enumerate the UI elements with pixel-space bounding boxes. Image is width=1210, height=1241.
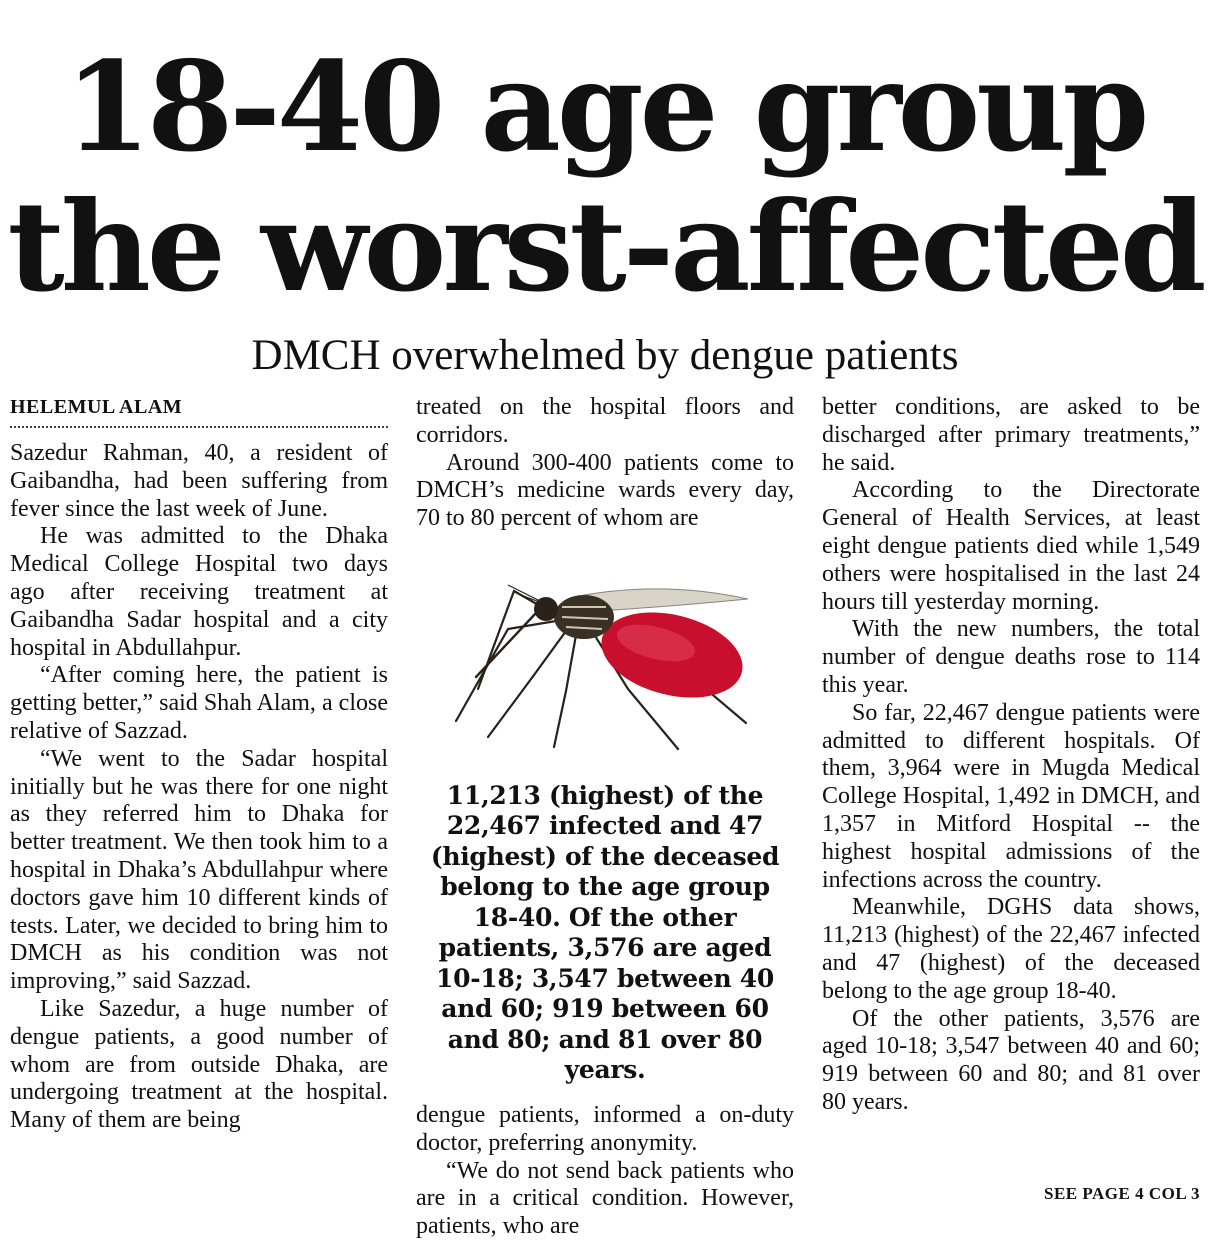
paragraph: better conditions, are asked to be discharged after primary treatments,” he said. [822,394,1200,476]
headline-line-2: the worst-affected [7,175,1203,320]
paragraph: So far, 22,467 dengue patients were admitted to different hospitals. Of them, 3,964 were in Mugda Medical College Hospital, 1,492 in DMCH, and 1,357 in Mitford Hospital -- the highest hospital admissions of the infections across the country. [822,699,1200,893]
paragraph: According to the Directorate General of Health Services, at least eight dengue patients died while 1,549 others were hospitalised in the last 24 hours till yesterday morning. [822,477,1200,615]
pull-quote: 11,213 (highest) of the 22,467 infected and 47 (highest) of the deceased belong to the age group 18-40. Of the other patients, 3,576 are aged 10-18; 3,547 between 40 and 60; 919 between 60 and 80; and 81 over 80 years. [430,780,780,1085]
paragraph: Sazedur Rahman, 40, a resident of Gaibandha, had been suffering from fever since the last week of June. [10,440,388,522]
mosquito-photo-icon [416,571,794,761]
paragraph: “We went to the Sadar hospital initially but he was there for one night as they referred him to Dhaka for better treatment. We then took him to a hospital in Dhaka’s Abdullahpur where doctors gave him 10 different kinds of tests. Later, we decided to bring him to DMCH as his condition was not improving,” said Sazzad. [10,745,388,995]
headline-line-1: 18-40 age group [64,35,1146,180]
continuation-line: SEE PAGE 4 COL 3 [1044,1184,1200,1203]
paragraph: “We do not send back patients who are in a critical condition. However, patients, who are [416,1157,794,1240]
article-column-2 [416,394,794,1240]
article-column-3 [822,394,1200,1204]
paragraph: He was admitted to the Dhaka Medical College Hospital two days ago after receiving treatment at Gaibandha Sadar hospital and a city hospital in Abdullahpur. [10,523,388,661]
paragraph: Of the other patients, 3,576 are aged 10-18; 3,547 between 40 and 60; 919 between 60 and 80; and 81 over 80 years. [822,1005,1200,1115]
byline: HELEMUL ALAM [10,394,388,428]
headline [0,35,1210,320]
article-column-1 [10,394,388,1204]
paragraph: Meanwhile, DGHS data shows, 11,213 (highest) of the 22,467 infected and 47 (highest) of the deceased belong to the age group 18-40. [822,894,1200,1004]
paragraph: Like Sazedur, a huge number of dengue patients, a good number of whom are from outside Dhaka, are undergoing treatment at the hospital. Many of them are being [10,995,388,1134]
paragraph: With the new numbers, the total number of dengue deaths rose to 114 this year. [822,616,1200,698]
paragraph: treated on the hospital floors and corridors. [416,394,794,448]
paragraph: dengue patients, informed a on-duty doctor, preferring anonymity. [416,1101,794,1156]
paragraph: “After coming here, the patient is getting better,” said Shah Alam, a close relative of Sazzad. [10,662,388,744]
paragraph: Around 300-400 patients come to DMCH’s medicine wards every day, 70 to 80 percent of whom are [416,449,794,532]
subheadline: DMCH overwhelmed by dengue patients [251,332,959,379]
